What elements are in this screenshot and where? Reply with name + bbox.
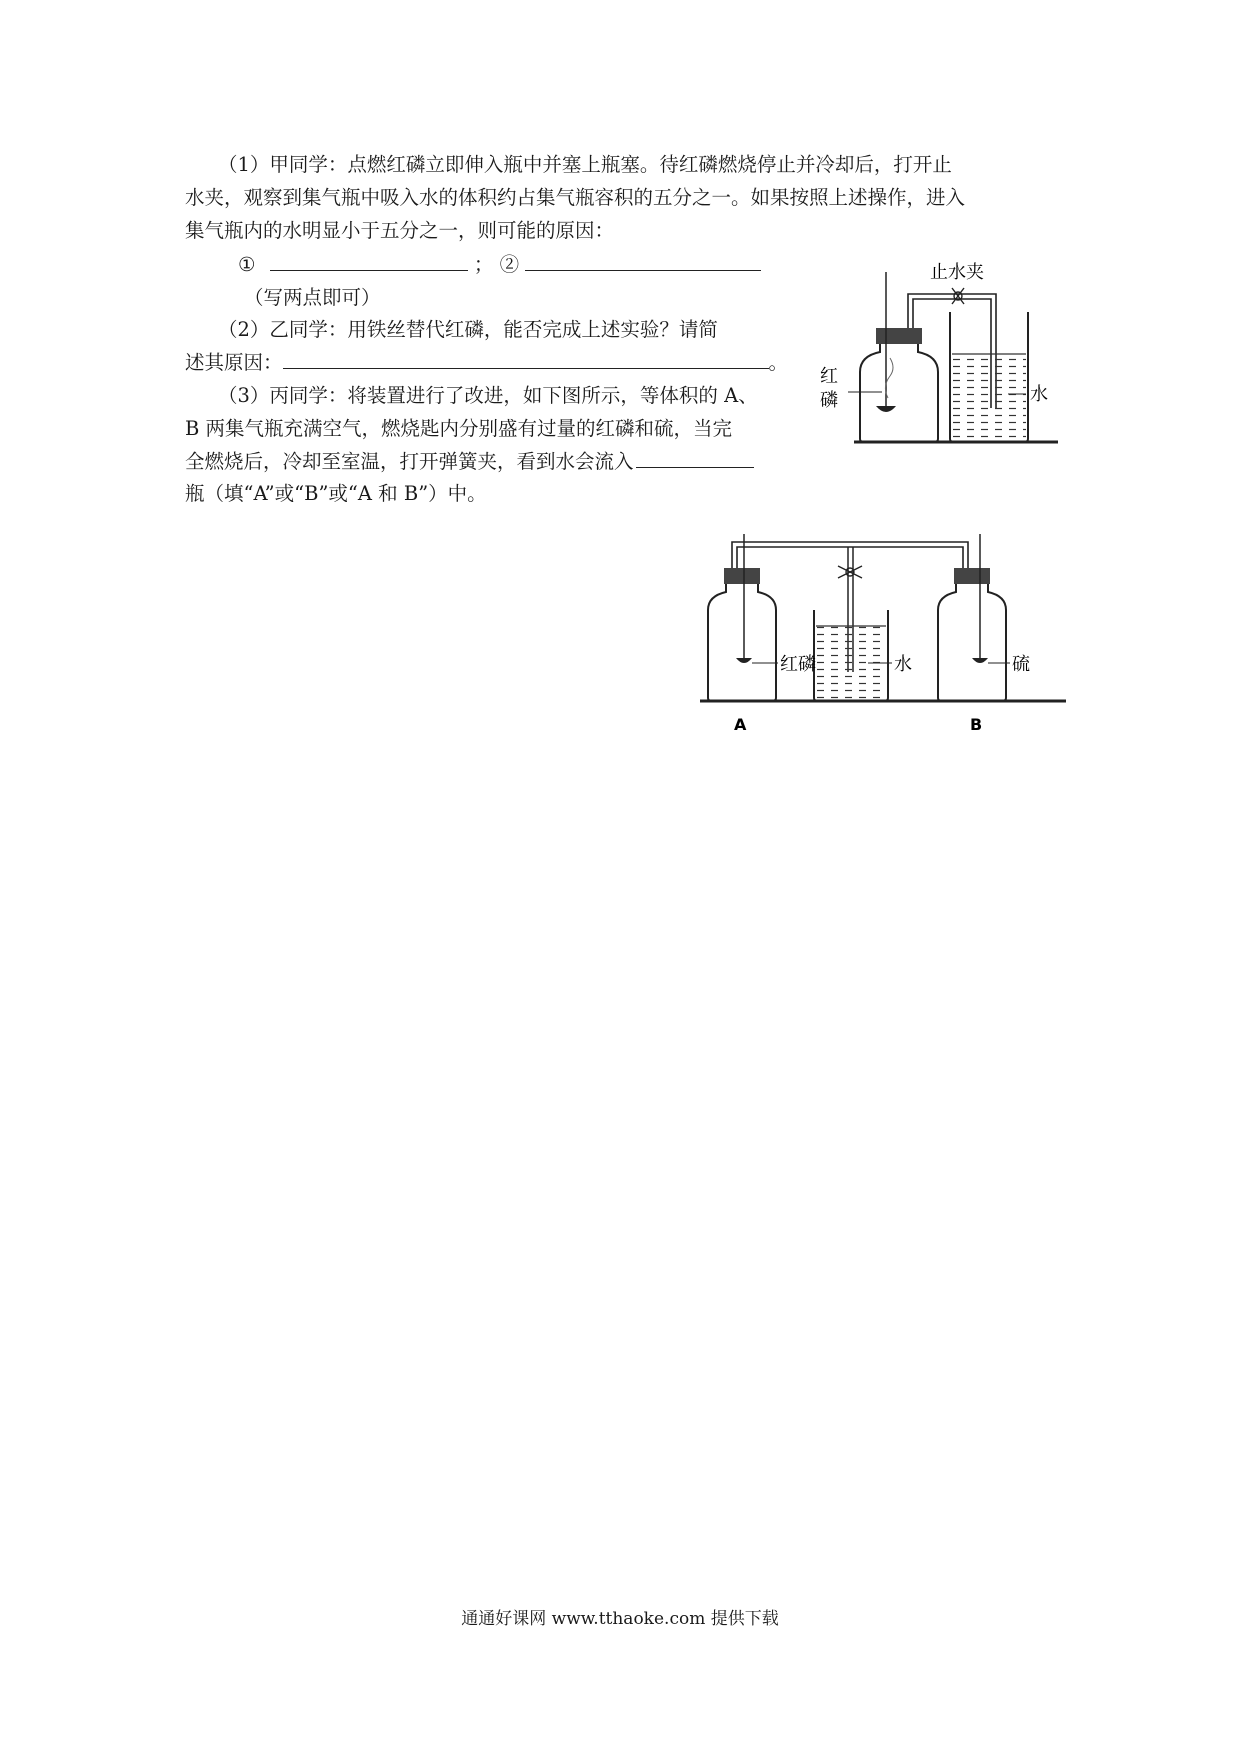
answer-blank-3[interactable] bbox=[283, 348, 769, 369]
label-phosphorus-1: 红 bbox=[820, 366, 838, 387]
clamp-icon bbox=[952, 288, 964, 304]
answer-blank-4[interactable] bbox=[636, 447, 754, 468]
answer-blank-2[interactable] bbox=[525, 250, 761, 271]
part1-line1: （1）甲同学：点燃红磷立即伸入瓶中并塞上瓶塞。待红磷燃烧停止并冷却后，打开止 bbox=[218, 153, 952, 176]
bottle-b bbox=[938, 584, 1006, 701]
page-footer: 通通好课网 www.tthaoke.com 提供下载 bbox=[461, 1609, 779, 1629]
stopper-b bbox=[954, 568, 990, 584]
label-clamp: 止水夹 bbox=[930, 262, 984, 283]
part1-hint: （写两点即可） bbox=[244, 286, 381, 309]
answer-blank-1[interactable] bbox=[270, 250, 468, 271]
part2-prefix: 述其原因： bbox=[185, 351, 283, 374]
label-water: 水 bbox=[1030, 384, 1048, 405]
label-sulfur: 硫 bbox=[1012, 654, 1030, 675]
combustion-spoon bbox=[876, 406, 896, 412]
part2-line1: （2）乙同学：用铁丝替代红磷，能否完成上述实验？请简 bbox=[218, 318, 718, 341]
part3-line3-text: 全燃烧后，冷却至室温，打开弹簧夹，看到水会流入 bbox=[185, 450, 634, 473]
bottle-stopper bbox=[876, 328, 922, 344]
stopper-a bbox=[724, 568, 760, 584]
label-water-2: 水 bbox=[894, 654, 912, 675]
spoon-a bbox=[736, 658, 752, 663]
part1-line3: 集气瓶内的水明显小于五分之一，则可能的原因： bbox=[185, 219, 615, 242]
figure-dual-bottle-apparatus bbox=[676, 526, 1086, 766]
part3-line1: （3）丙同学：将装置进行了改进，如下图所示，等体积的 A、 bbox=[218, 384, 758, 407]
bottle-a bbox=[708, 584, 776, 701]
figure1-drawing bbox=[812, 258, 1090, 458]
part2-suffix: 。 bbox=[768, 351, 789, 374]
part1-line2: 水夹，观察到集气瓶中吸入水的体积约占集气瓶容积的五分之一。如果按照上述操作，进入 bbox=[185, 186, 966, 209]
figure2-drawing bbox=[676, 526, 1086, 766]
part3-line2: B 两集气瓶充满空气，燃烧匙内分别盛有过量的红磷和硫，当完 bbox=[185, 417, 733, 440]
label-phosphorus-2: 磷 bbox=[820, 390, 838, 411]
blank2-marker: ② bbox=[499, 253, 520, 276]
label-bottle-b: B bbox=[970, 715, 983, 734]
part3-line4: 瓶（填“A”或“B”或“A 和 B”）中。 bbox=[185, 482, 487, 505]
beaker-water bbox=[952, 354, 1026, 440]
part2-line2 bbox=[185, 348, 788, 378]
connecting-tube-outer bbox=[732, 542, 968, 568]
blank1-marker: ① bbox=[238, 253, 256, 276]
label-bottle-a: A bbox=[734, 715, 747, 734]
answer-blanks-row bbox=[238, 250, 761, 280]
figure-single-bottle-apparatus bbox=[812, 258, 1090, 458]
connecting-tube-inner bbox=[737, 547, 963, 568]
blank-separator: ； bbox=[473, 253, 494, 276]
label-phosphorus: 红磷 bbox=[780, 654, 816, 675]
spoon-b bbox=[972, 658, 988, 663]
spring-clamp-icon bbox=[838, 566, 862, 578]
gas-bottle bbox=[860, 344, 938, 442]
part3-line3 bbox=[185, 447, 754, 477]
